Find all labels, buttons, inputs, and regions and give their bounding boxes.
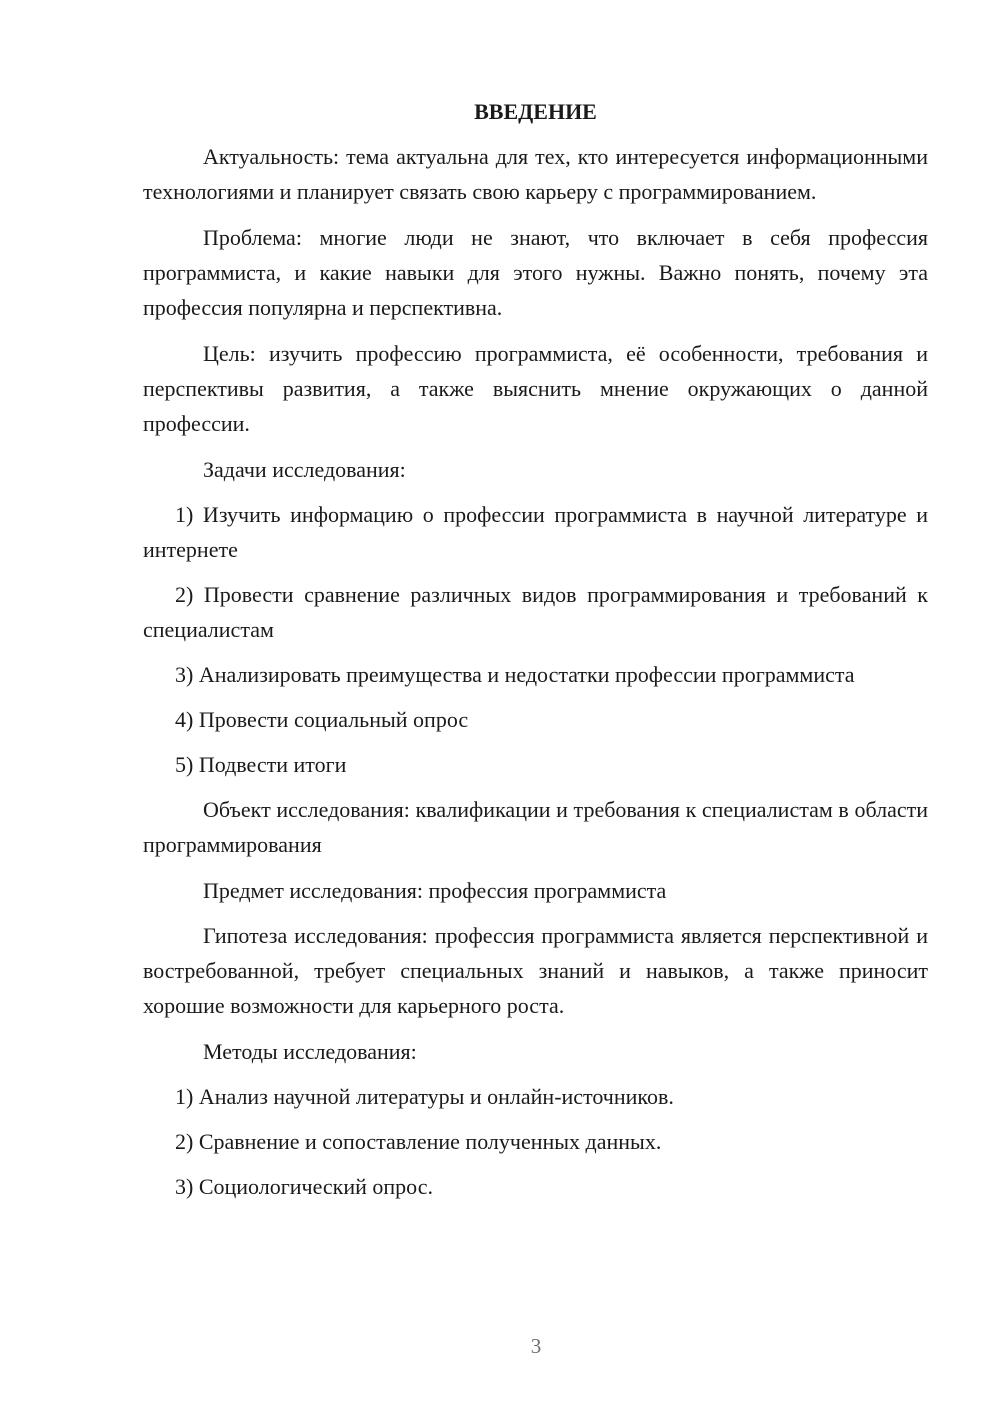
object-paragraph: Объект исследования: квалификации и требования к специалистам в области программирования — [143, 797, 928, 857]
method-item-1: 1) Анализ научной литературы и онлайн-источников. — [175, 1084, 674, 1109]
hypothesis-paragraph: Гипотеза исследования: профессия программиста является перспективной и востребованной, требует специальных знаний и навыков, а также приносит хорошие возможности для карьерного роста. — [143, 923, 928, 1018]
problem-paragraph: Проблема: многие люди не знают, что включает в себя профессия программиста, и какие навыки для этого нужны. Важно понять, почему эта профессия популярна и перспективна. — [143, 225, 928, 320]
task-item-3: 3) Анализировать преимущества и недостатки профессии программиста — [175, 662, 855, 687]
method-item-3: 3) Социологический опрос. — [175, 1174, 433, 1199]
task-item-4: 4) Провести социальный опрос — [175, 707, 469, 732]
section-title: ВВЕДЕНИЕ — [474, 99, 597, 124]
task-item-2: 2) Провести сравнение различных видов программирования и требований к специалистам — [143, 582, 928, 642]
tasks-heading: Задачи исследования: — [203, 457, 406, 482]
subject-paragraph: Предмет исследования: профессия программиста — [203, 878, 667, 903]
task-item-1: 1) Изучить информацию о профессии программиста в научной литературе и интернете — [143, 502, 928, 562]
method-item-2: 2) Сравнение и сопоставление полученных данных. — [175, 1129, 662, 1154]
page-content — [143, 94, 928, 1214]
page-number: 3 — [530, 1334, 542, 1358]
relevance-paragraph: Актуальность: тема актуальна для тех, кто интересуется информационными технологиями и планирует связать свою карьеру с программированием. — [143, 144, 928, 204]
goal-paragraph: Цель: изучить профессию программиста, её особенности, требования и перспективы развития, а также выяснить мнение окружающих о данной профессии. — [143, 341, 928, 436]
methods-heading: Методы исследования: — [203, 1039, 417, 1064]
task-item-5: 5) Подвести итоги — [175, 752, 347, 777]
